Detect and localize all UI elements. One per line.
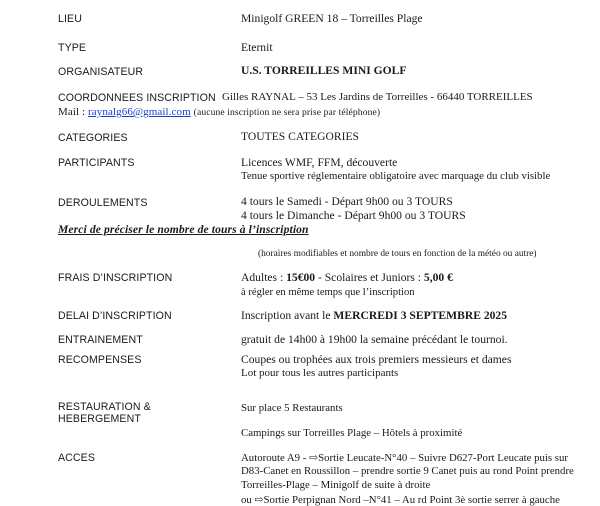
frais-line1 xyxy=(241,271,453,284)
label-entrainement: ENTRAINEMENT xyxy=(58,334,143,346)
label-hebergement: HEBERGEMENT xyxy=(58,413,141,425)
delai-value xyxy=(241,309,507,322)
label-frais: FRAIS D’INSCRIPTION xyxy=(58,272,173,284)
acces-line4: ou ⇨Sortie Perpignan Nord –N°41 – Au rd Point 3è sortie serrer à gauche xyxy=(241,494,560,506)
frais-scolaires-label: - Scolaires et Juniors : xyxy=(315,271,424,284)
label-participants: PARTICIPANTS xyxy=(58,157,135,169)
label-restauration: RESTAURATION & xyxy=(58,401,151,413)
mail-prefix: Mail : xyxy=(58,106,86,118)
participants-line2: Tenue sportive réglementaire obligatoire avec marquage du club visible xyxy=(241,170,551,182)
deroulements-line2: 4 tours le Dimanche - Départ 9h00 ou 3 TOURS xyxy=(241,209,466,222)
label-acces: ACCES xyxy=(58,452,95,464)
label-delai: DELAI D’INSCRIPTION xyxy=(58,310,172,322)
delai-date: MERCREDI 3 SEPTEMBRE 2025 xyxy=(333,309,508,322)
deroulements-line1: 4 tours le Samedi - Départ 9h00 ou 3 TOURS xyxy=(241,195,453,208)
value-organisateur xyxy=(241,64,406,77)
value-coordonnees: Gilles RAYNAL – 53 Les Jardins de Torreilles - 66440 TORREILLES xyxy=(222,91,533,103)
frais-adultes-label: Adultes : xyxy=(241,271,287,284)
value-type: Eternit xyxy=(241,41,273,54)
value-categories: TOUTES CATEGORIES xyxy=(241,130,359,143)
acces-line3: Torreilles-Plage – Minigolf de suite à droite xyxy=(241,479,431,491)
participants-line1: Licences WMF, FFM, découverte xyxy=(241,156,398,169)
label-deroulements: DEROULEMENTS xyxy=(58,197,148,209)
organisateur-name: U.S. TORREILLES MINI GOLF xyxy=(241,64,407,77)
deroulements-remark: (horaires modifiables et nombre de tours en fonction de la météo ou autre) xyxy=(258,249,537,259)
acces-line1: Autoroute A9 - ⇨Sortie Leucate-N°40 – Suivre D627-Port Leucate puis sur xyxy=(241,452,569,464)
label-coordonnees: COORDONNEES INSCRIPTION xyxy=(58,92,216,104)
tours-note: Merci de préciser le nombre de tours à l’inscription xyxy=(58,223,309,236)
label-type: TYPE xyxy=(58,42,87,54)
frais-scolaires-amount: 5,00 € xyxy=(423,271,453,284)
recompenses-line1: Coupes ou trophées aux trois premiers messieurs et dames xyxy=(241,353,512,366)
acces-line2: D83-Canet en Roussillon – prendre sortie 9 Canet puis au rond Point prendre xyxy=(241,465,574,477)
entrainement-value: gratuit de 14h00 à 19h00 la semaine précédant le tournoi. xyxy=(241,333,508,346)
label-categories: CATEGORIES xyxy=(58,132,128,144)
delai-prefix: Inscription avant le xyxy=(241,309,334,322)
frais-line2: à régler en même temps que l’inscription xyxy=(241,287,415,298)
mail-note: (aucune inscription ne sera prise par téléphone) xyxy=(193,107,381,118)
label-recompenses: RECOMPENSES xyxy=(58,354,142,366)
label-organisateur: ORGANISATEUR xyxy=(58,66,144,78)
restauration-line2: Campings sur Torreilles Plage – Hôtels à proximité xyxy=(241,427,463,439)
label-lieu: LIEU xyxy=(58,13,82,25)
value-lieu: Minigolf GREEN 18 – Torreilles Plage xyxy=(241,12,423,25)
recompenses-line2: Lot pour tous les autres participants xyxy=(241,367,399,379)
frais-adultes-amount: 15€00 xyxy=(286,271,316,284)
restauration-line1: Sur place 5 Restaurants xyxy=(241,402,343,414)
mail-link[interactable]: raynalg66@gmail.com xyxy=(88,106,191,118)
mail-line xyxy=(58,106,380,118)
